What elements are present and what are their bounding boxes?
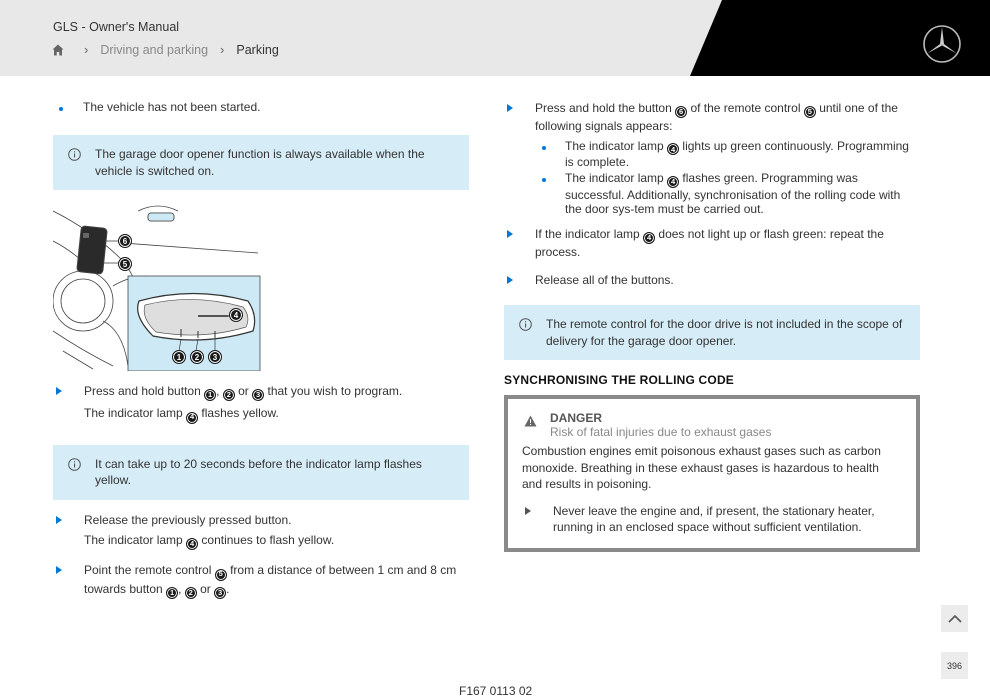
garage-opener-figure bbox=[53, 201, 261, 371]
button-1-marker: 1 bbox=[166, 587, 178, 599]
instruction-step bbox=[504, 272, 920, 289]
brand-star-logo-icon bbox=[922, 24, 962, 64]
page-number: 396 bbox=[941, 652, 968, 679]
indicator-lamp-marker: 4 bbox=[667, 143, 679, 155]
step-result-text: The indicator lamp 4 flashes yellow. bbox=[84, 405, 469, 423]
step-arrow-icon bbox=[507, 230, 513, 238]
step-text: Never leave the engine and, if present, the stationary heater, running in an enclosed space without sufficient ventilation. bbox=[553, 503, 875, 534]
indicator-lamp-marker: 4 bbox=[643, 232, 655, 244]
step-text: Press and hold button 1 , 2 or 3 that you wish to program. bbox=[84, 383, 469, 401]
home-icon[interactable] bbox=[52, 44, 64, 56]
chevron-up-icon bbox=[948, 614, 962, 623]
indicator-lamp-marker: 4 bbox=[186, 412, 198, 424]
note-text: It can take up to 20 seconds before the indicator lamp flashes yellow. bbox=[95, 456, 422, 487]
info-note bbox=[504, 305, 920, 360]
step-arrow-icon bbox=[507, 104, 513, 112]
step-text: If the indicator lamp 4 does not light up or flash green: repeat the process. bbox=[535, 226, 884, 259]
callout-2: 2 bbox=[190, 350, 204, 364]
remote-control-marker: 5 bbox=[804, 106, 816, 118]
signal-list bbox=[535, 139, 920, 216]
step-arrow-icon bbox=[56, 516, 62, 524]
breadcrumb bbox=[52, 42, 279, 57]
button-1-marker: 1 bbox=[204, 389, 216, 401]
instruction-step bbox=[53, 383, 469, 424]
info-icon bbox=[68, 458, 81, 471]
document-title: GLS - Owner's Manual bbox=[53, 20, 180, 34]
info-note bbox=[53, 445, 469, 500]
step-arrow-icon bbox=[507, 276, 513, 284]
step-text: Release all of the buttons. bbox=[535, 272, 674, 287]
step-text: Point the remote control 5 from a distance of between 1 cm and 8 cm towards button 1 , 2 or 3 . bbox=[84, 562, 469, 599]
info-icon bbox=[519, 318, 532, 331]
callout-3: 3 bbox=[208, 350, 222, 364]
list-item: The indicator lamp 4 lights up green continuously. Programming is complete. bbox=[535, 139, 920, 170]
remote-control-marker: 5 bbox=[215, 569, 227, 581]
button-2-marker: 2 bbox=[185, 587, 197, 599]
left-column bbox=[53, 100, 469, 599]
danger-body: Combustion engines emit poisonous exhaust gases such as carbon monoxide. Breathing in these exhaust gases is hazardous to health and results in poisoning. bbox=[522, 444, 881, 491]
chevron-right-icon: › bbox=[84, 42, 89, 57]
callout-4: 4 bbox=[229, 308, 243, 322]
callout-5: 5 bbox=[118, 257, 132, 271]
danger-label: DANGER bbox=[550, 411, 603, 425]
info-note bbox=[53, 135, 469, 190]
breadcrumb-parking: Parking bbox=[236, 42, 279, 57]
scroll-to-top-button[interactable] bbox=[941, 605, 968, 632]
button-3-marker: 3 bbox=[214, 587, 226, 599]
danger-header bbox=[522, 411, 902, 439]
right-column bbox=[504, 100, 920, 552]
vehicle-interior-illustration bbox=[53, 201, 261, 371]
info-icon bbox=[68, 148, 81, 161]
page-header bbox=[0, 0, 990, 76]
step-result-text: The indicator lamp 4 continues to flash yellow. bbox=[84, 532, 469, 550]
figure-caption: F167 0113 02 bbox=[459, 684, 533, 698]
callout-1: 1 bbox=[172, 350, 186, 364]
list-item bbox=[53, 100, 469, 114]
callout-6: 6 bbox=[118, 234, 132, 248]
step-arrow-icon bbox=[525, 507, 531, 515]
button-6-marker: 6 bbox=[675, 106, 687, 118]
list-item: The indicator lamp 4 flashes green. Programming was successful. Additionally, synchronisation of the rolling code with the door sys-tem must be carried out. bbox=[535, 171, 920, 216]
instruction-step bbox=[504, 100, 920, 216]
step-text: Release the previously pressed button. bbox=[84, 512, 292, 527]
note-text: The remote control for the door drive is not included in the scope of delivery for the garage door opener. bbox=[546, 317, 903, 348]
danger-subtitle: Risk of fatal injuries due to exhaust gases bbox=[550, 425, 772, 439]
instruction-step bbox=[53, 562, 469, 599]
indicator-lamp-marker: 4 bbox=[667, 176, 679, 188]
step-arrow-icon bbox=[56, 387, 62, 395]
button-3-marker: 3 bbox=[252, 389, 264, 401]
breadcrumb-driving-and-parking[interactable]: Driving and parking bbox=[100, 42, 209, 57]
step-text: Press and hold the button 6 of the remote control 5 until one of the following signals appears: bbox=[535, 101, 898, 134]
step-arrow-icon bbox=[56, 566, 62, 574]
indicator-lamp-marker: 4 bbox=[186, 538, 198, 550]
bullet-text: The vehicle has not been started. bbox=[83, 100, 261, 114]
instruction-step bbox=[53, 512, 469, 551]
warning-triangle-icon bbox=[524, 415, 537, 427]
instruction-step bbox=[504, 226, 920, 261]
section-title: SYNCHRONISING THE ROLLING CODE bbox=[504, 373, 735, 387]
chevron-right-icon: › bbox=[220, 42, 225, 57]
danger-warning-box bbox=[504, 395, 920, 552]
instruction-step bbox=[522, 503, 902, 536]
button-2-marker: 2 bbox=[223, 389, 235, 401]
note-text: The garage door opener function is always available when the vehicle is switched on. bbox=[95, 147, 425, 178]
